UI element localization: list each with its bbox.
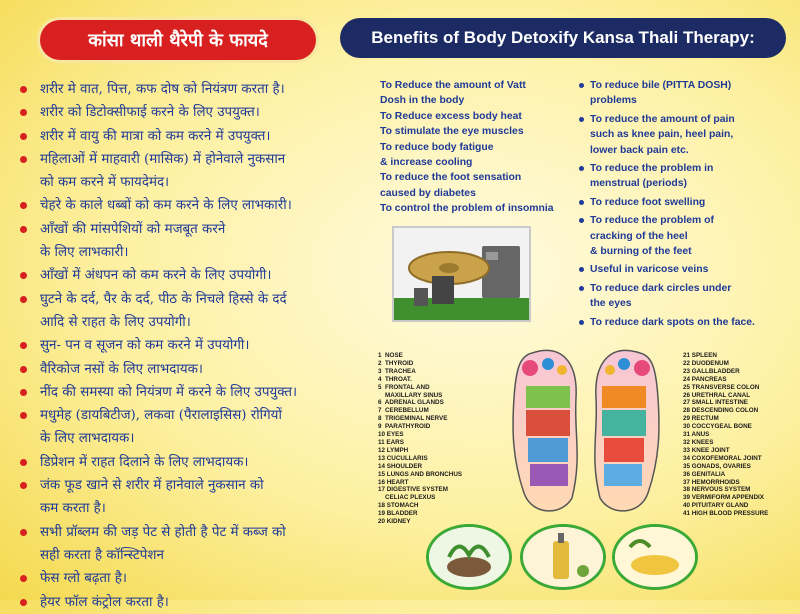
foot-map-entry — [683, 431, 768, 439]
foot-map-entry — [683, 471, 768, 479]
hindi-benefit-item-text: आँखों में अंधपन को कम करने के लिए उपयोगी। — [40, 268, 272, 284]
foot-map-entry-text: 36 GENITALIA — [683, 470, 726, 478]
foot-map-entry — [683, 392, 768, 400]
english-benefit-item-text: To reduce dark spots on the face. — [590, 316, 755, 328]
foot-map-entry — [683, 447, 768, 455]
foot-map-entry — [683, 407, 768, 415]
foot-map-entry — [683, 463, 768, 471]
foot-map-entry — [378, 463, 462, 471]
hindi-benefit-item-text: हेयर फॉल कंट्रोल करता है। — [40, 594, 169, 610]
hindi-benefit-item-text: डिप्रेशन में राहत दिलाने के लिए लाभदायक। — [40, 454, 249, 470]
foot-map-entry-text: 21 SPLEEN — [683, 352, 717, 359]
foot-map-entry-text: 24 PANCREAS — [683, 375, 727, 383]
foot-map-entry-text: 22 DUODENUM — [683, 359, 729, 367]
hindi-header: कांसा थाली थैरेपी के फायदे — [40, 20, 316, 60]
foot-map-entry-text: 12 LYMPH — [378, 446, 409, 454]
foot-map-entry-text: 5 FRONTAL AND — [378, 383, 430, 391]
english-benefit-item-text: To reduce foot swelling — [590, 196, 706, 208]
bullet-icon — [20, 272, 27, 279]
hindi-benefit-item — [18, 288, 368, 335]
hindi-benefit-item-text: सुन- पन व सूजन को कम करने में उपयोगी। — [40, 338, 250, 354]
foot-map-entry — [683, 455, 768, 463]
foot-map-entry — [683, 502, 768, 510]
foot-map-entry — [683, 399, 768, 407]
foot-map-entry-text: 3 TRACHEA — [378, 367, 416, 375]
english-benefit-item-text: To reduce the foot sensation caused by diabetes — [380, 172, 522, 199]
foot-map-entry — [683, 510, 768, 518]
foot-map-entry — [378, 407, 462, 415]
hindi-benefit-item — [18, 148, 368, 195]
hindi-benefit-item-text: शरीर में वायु की मात्रा को कम करने में उपयुक्त। — [40, 128, 271, 144]
foot-map-entry-text: 39 VERMIFORM APPENDIX — [683, 494, 764, 502]
english-benefit-item — [578, 112, 790, 158]
bullet-icon — [20, 366, 27, 373]
english-benefit-item — [380, 170, 592, 201]
foot-map-entry-text: 34 COXOFEMORAL JOINT — [683, 454, 762, 462]
foot-map-entry-text: 1 NOSE — [378, 352, 403, 359]
foot-map-entry-text: 4 THROAT. — [378, 375, 412, 383]
bullet-icon — [579, 267, 584, 272]
foot-map-entry — [378, 415, 462, 423]
foot-map-entry — [683, 368, 768, 376]
bullet-icon — [20, 342, 27, 349]
hindi-benefit-item-text: शरीर को डिटोक्सीफाई करने के लिए उपयुक्त। — [40, 105, 260, 121]
foot-map-entry-text: 38 NERVOUS SYSTEM — [683, 486, 751, 494]
bullet-icon — [20, 529, 27, 536]
english-benefit-item-text: To reduce body fatigue & increase cooling — [380, 141, 494, 169]
bullet-icon — [20, 133, 27, 140]
foot-map-entry-text: 11 EARS — [378, 438, 404, 446]
english-benefit-item — [380, 140, 592, 171]
hindi-benefit-item-text: वैरिकोज नसों के लिए लाभदायक। — [40, 361, 203, 377]
foot-map-entry-text: 32 KNEES — [683, 438, 714, 446]
bullet-icon — [20, 459, 27, 466]
hindi-benefit-item-text: नींद की समस्या को नियंत्रण में करने के लिए उपयुक्त। — [40, 384, 298, 400]
hindi-benefit-item — [18, 521, 368, 568]
bullet-icon — [20, 412, 27, 419]
hindi-benefit-item-text: फेस ग्लो बढ़ता है। — [40, 571, 127, 587]
foot-map-entry — [683, 479, 768, 487]
foot-map-entry — [683, 415, 768, 423]
english-benefits-right — [578, 78, 790, 333]
foot-map-entry-text: 27 SMALL INTESTINE — [683, 399, 748, 407]
foot-map-entry-text: 28 DESCENDING COLON — [683, 407, 759, 415]
foot-map-entry — [683, 494, 768, 502]
english-benefit-item — [380, 124, 592, 139]
bullet-icon — [579, 117, 584, 122]
foot-map-entry-text: 29 RECTUM — [683, 415, 719, 423]
foot-map-entry-text: 9 PARATHYROID — [378, 423, 431, 431]
ghee-bowl-photo — [612, 524, 698, 590]
foot-map-entry-text: 6 ADRENAL GLANDS — [378, 399, 444, 407]
foot-map-entry — [683, 360, 768, 368]
foot-map-entry — [378, 439, 462, 447]
foot-map-entry — [378, 376, 462, 384]
english-benefit-item — [578, 262, 790, 277]
foot-map-entry — [683, 439, 768, 447]
english-benefit-item-text: To reduce bile (PITTA DOSH) problems — [590, 80, 732, 107]
hindi-benefit-item — [18, 78, 368, 101]
foot-map-entry — [683, 486, 768, 494]
hindi-benefit-item — [18, 101, 368, 124]
english-benefit-item-text: To stimulate the eye muscles — [380, 126, 524, 138]
foot-map-entry — [683, 384, 768, 392]
hindi-benefit-item-text: मधुमेह (डायबिटीज), लकवा (पैरालाइसिस) रोगियों के लिए लाभदायक। — [40, 408, 282, 447]
english-benefit-item-text: Useful in varicose veins — [590, 264, 709, 276]
english-benefit-item-text: To reduce dark circles under the eyes — [590, 282, 732, 310]
hindi-benefit-item-text: जंक फूड खाने से शरीर में हानेवाले नुकसान को कम करता है। — [40, 478, 264, 517]
english-benefit-item — [578, 195, 790, 210]
hindi-benefit-item-text: घुटने के दर्द, पैर के दर्द, पीठ के निचले हिस्से के दर्द आदि से राहत के लिए उपयोगी। — [40, 291, 287, 330]
english-benefit-item-text: To Reduce excess body heat — [380, 110, 522, 122]
bullet-icon — [20, 296, 27, 303]
foot-map-entry-text: CELIAC PLEXUS — [378, 494, 436, 502]
foot-map-entry-text: 15 LUNGS AND BRONCHUS — [378, 470, 463, 478]
hindi-benefit-item — [18, 218, 368, 265]
bullet-icon — [579, 166, 584, 171]
hindi-benefit-item — [18, 474, 368, 521]
hindi-benefit-item — [18, 125, 368, 148]
foot-map-entry — [378, 352, 462, 360]
foot-map-entry-text: 20 KIDNEY — [378, 518, 411, 526]
bullet-icon — [20, 86, 27, 93]
foot-map-entry — [378, 471, 462, 479]
foot-map-entry-text: 26 URETHRAL CANAL — [683, 391, 751, 399]
foot-map-entry-text: 23 GALLBLADDER — [683, 367, 740, 375]
foot-map-entry-text: 19 BLADDER — [378, 510, 418, 518]
foot-map-entry — [683, 423, 768, 431]
foot-map-entry — [683, 352, 768, 360]
oil-bottle-photo — [520, 524, 606, 590]
hindi-benefit-item — [18, 404, 368, 451]
foot-map-entry-text: 13 CUCULLARIS — [378, 454, 428, 462]
hindi-benefit-item — [18, 194, 368, 217]
bullet-icon — [20, 226, 27, 233]
hindi-benefit-item — [18, 264, 368, 287]
hindi-benefit-item — [18, 334, 368, 357]
foot-map-entry — [378, 455, 462, 463]
foot-map-entry — [378, 502, 462, 510]
foot-map-entry — [378, 423, 462, 431]
foot-map-entry-text: 18 STOMACH — [378, 502, 419, 510]
english-header: Benefits of Body Detoxify Kansa Thali Therapy: — [340, 18, 786, 58]
hindi-benefit-item-text: आँखों की मांसपेशियों को मजबूत करने के लिए लाभकारी। — [40, 221, 226, 261]
english-benefit-item-text: To reduce the amount of pain such as knee pain, heel pain, lower back pain etc. — [590, 113, 735, 156]
hindi-benefit-item — [18, 381, 368, 404]
foot-map-entry-text: 7 CEREBELLUM — [378, 407, 429, 415]
english-benefit-item — [578, 281, 790, 312]
hindi-benefit-item-text: चेहरे के काले धब्बों को कम करने के लिए लाभकारी। — [40, 198, 292, 214]
foot-map-entry-text: 14 SHOULDER — [378, 462, 423, 470]
foot-map-entry-text: 25 TRANSVERSE COLON — [683, 383, 760, 391]
bullet-icon — [579, 286, 584, 291]
foot-map-legend-left — [378, 352, 462, 526]
hindi-benefit-item-text: शरीर मे वात, पित्त, कफ दोष को नियंत्रण करता है। — [40, 82, 285, 97]
bullet-icon — [20, 482, 27, 489]
english-benefit-item-text: To control the problem of insomnia — [380, 203, 554, 215]
hindi-benefit-item-text: सभी प्रॉब्लम की जड़ पेट से होती है पेट में कब्ज को सही करता है कॉन्स्टिपेशन — [40, 524, 286, 563]
english-benefit-item-text: To Reduce the amount of Vatt Dosh in the body — [380, 80, 526, 107]
foot-map-entry-text: 31 ANUS — [683, 431, 710, 439]
english-benefit-item — [380, 109, 592, 124]
hindi-benefit-item — [18, 567, 368, 590]
foot-map-entry-text: 33 KNEE JOINT — [683, 446, 730, 454]
bullet-icon — [579, 320, 584, 325]
english-benefit-item — [578, 78, 790, 109]
foot-map-entry-text: 40 PITUITARY GLAND — [683, 502, 749, 510]
bullet-icon — [20, 109, 27, 116]
foot-map-entry — [378, 431, 462, 439]
english-benefits-left — [380, 78, 592, 217]
foot-map-entry-text: 10 EYES — [378, 431, 404, 439]
foot-map-entry — [378, 494, 462, 502]
foot-map-entry-text: 17 DIGESTIVE SYSTEM — [378, 486, 448, 494]
foot-map-entry — [378, 360, 462, 368]
english-benefit-item — [380, 78, 592, 109]
bullet-icon — [579, 83, 584, 88]
foot-map-entry-text: 37 HEMORRHOIDS — [683, 478, 740, 486]
english-benefit-item — [578, 315, 790, 330]
hindi-benefit-item — [18, 451, 368, 474]
herbs-photo — [426, 524, 512, 590]
bullet-icon — [20, 202, 27, 209]
reflexology-feet-icon — [492, 338, 680, 518]
foot-map-entry — [378, 486, 462, 494]
foot-map-entry — [683, 376, 768, 384]
foot-map-entry-text: 16 HEART — [378, 478, 409, 486]
foot-map-entry — [378, 399, 462, 407]
english-benefit-item-text: To reduce the problem of cracking of the heel & burning of the feet — [590, 215, 714, 258]
foot-map-entry — [378, 447, 462, 455]
hindi-benefit-item — [18, 591, 368, 614]
english-benefit-item — [578, 161, 790, 192]
bullet-icon — [20, 156, 27, 163]
foot-map-entry — [378, 518, 462, 526]
bullet-icon — [579, 218, 584, 223]
foot-map-legend-right — [683, 352, 768, 518]
english-benefit-item — [380, 201, 592, 216]
foot-map-entry-text: 30 COCCYGEAL BONE — [683, 423, 752, 431]
hindi-benefit-item-text: महिलाओं में माहवारी (मासिक) में होनेवाले नुकसान को कम करने में फायदेमंद। — [40, 151, 286, 191]
foot-map-entry-text: 41 HIGH BLOOD PRESSURE — [683, 510, 769, 518]
english-benefit-item — [578, 213, 790, 259]
foot-map-entry-text: 35 GONADS, OVARIES — [683, 462, 751, 470]
foot-map-entry-text: MAXILLARY SINUS — [378, 391, 443, 399]
kansa-machine-photo — [392, 226, 531, 322]
hindi-benefit-item — [18, 358, 368, 381]
foot-map-entry-text: 2 THYROID — [378, 359, 414, 367]
english-benefit-item-text: To reduce the problem in menstrual (periods) — [590, 163, 714, 190]
foot-map-entry — [378, 368, 462, 376]
bullet-icon — [20, 575, 27, 582]
foot-map-entry — [378, 384, 462, 392]
bullet-icon — [579, 200, 584, 205]
foot-map-entry — [378, 392, 462, 400]
foot-map-entry — [378, 479, 462, 487]
foot-map-entry-text: 8 TRIGEMINAL NERVE — [378, 415, 448, 423]
foot-map-entry — [378, 510, 462, 518]
bullet-icon — [20, 389, 27, 396]
hindi-benefits-list — [18, 78, 368, 614]
